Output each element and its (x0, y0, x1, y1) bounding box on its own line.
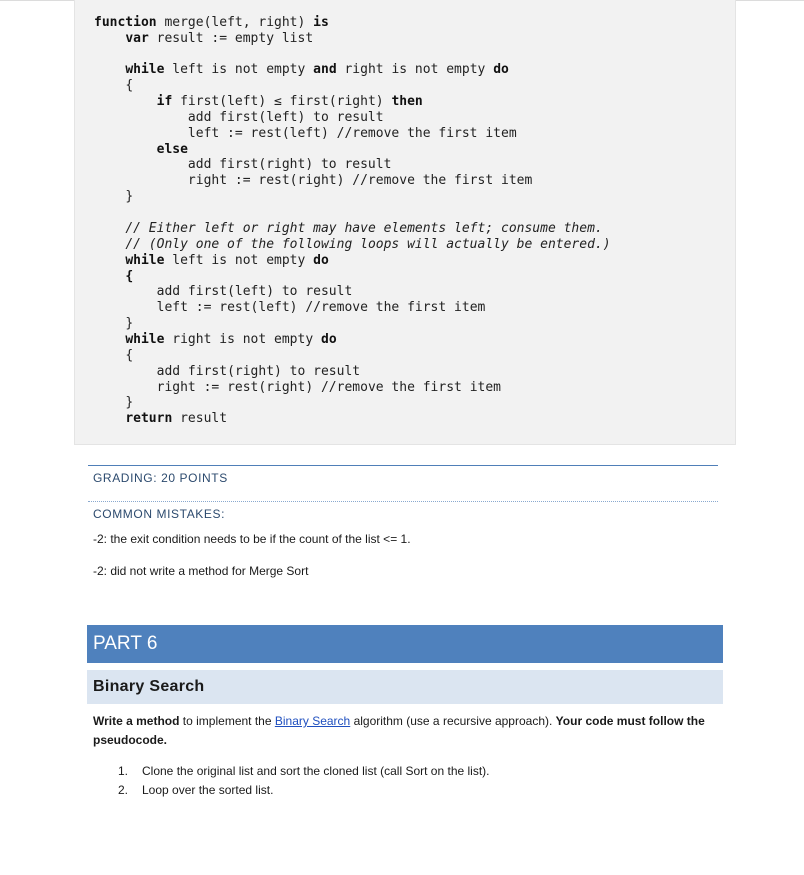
section-heading: Binary Search (87, 670, 723, 704)
instructions-text: to implement the (179, 714, 275, 728)
code-indent (94, 189, 125, 204)
code-indent (94, 31, 125, 46)
grading-heading: GRADING: 20 POINTS (93, 471, 228, 485)
code-comment: // Either left or right may have elements left; consume them. (125, 221, 603, 236)
code-line (94, 284, 352, 300)
code-indent (94, 348, 125, 363)
code-indent (94, 237, 125, 252)
code-line (94, 126, 517, 142)
code-indent (94, 284, 157, 299)
code-keyword: function (94, 15, 157, 30)
code-text: result (172, 411, 228, 426)
code-line (94, 110, 384, 126)
code-indent (94, 411, 125, 426)
code-indent (94, 142, 157, 157)
code-indent (94, 395, 125, 410)
code-text: add first(right) to result (156, 364, 361, 379)
code-text: left is not empty (164, 62, 314, 77)
code-indent (94, 126, 188, 141)
code-keyword: var (125, 31, 149, 46)
instructions-bold-end: Your code must follow the pseudocode. (93, 714, 705, 747)
code-line (94, 300, 485, 316)
code-keyword: do (313, 253, 329, 268)
code-text: right := rest(right) //remove the first item (187, 173, 533, 188)
code-text: } (125, 316, 134, 331)
code-line (94, 237, 611, 253)
code-keyword: while (125, 332, 165, 347)
code-line (94, 189, 133, 205)
code-indent (94, 269, 125, 284)
code-indent (94, 78, 125, 93)
code-text: left := rest(left) //remove the first item (156, 300, 486, 315)
code-indent (94, 62, 125, 77)
code-keyword: do (493, 62, 509, 77)
code-line (94, 364, 360, 380)
code-indent (94, 300, 157, 315)
code-text: add first(left) to result (187, 110, 384, 125)
list-item (118, 783, 273, 797)
code-line (94, 316, 133, 332)
code-keyword: return (125, 411, 173, 426)
code-indent (94, 110, 188, 125)
code-line (94, 78, 133, 94)
list-item (118, 764, 490, 778)
code-indent (94, 221, 125, 236)
code-line (94, 142, 188, 158)
code-keyword: do (321, 332, 337, 347)
code-text: right := rest(right) //remove the first item (156, 380, 501, 395)
code-text: add first(left) to result (156, 284, 353, 299)
code-text: first(left) ≤ first(right) (172, 94, 392, 109)
code-block (74, 0, 736, 445)
mistake-item: -2: did not write a method for Merge Sort (93, 564, 309, 578)
code-line (94, 269, 133, 285)
code-line (94, 173, 532, 189)
code-text: left := rest(left) //remove the first item (187, 126, 517, 141)
code-text: result := empty list (148, 31, 314, 46)
code-keyword: and (313, 62, 337, 77)
list-number: 2. (118, 783, 129, 797)
code-text: { (125, 78, 134, 93)
code-indent (94, 173, 188, 188)
code-keyword: { (125, 269, 134, 284)
code-text: right is not empty (336, 62, 494, 77)
code-text: add first(right) to result (187, 157, 392, 172)
instructions-bold-start: Write a method (93, 714, 180, 728)
code-keyword: while (125, 62, 165, 77)
mistakes-heading: COMMON MISTAKES: (93, 507, 226, 521)
code-keyword: else (156, 142, 188, 157)
code-line (94, 15, 329, 31)
code-indent (94, 316, 125, 331)
code-keyword: then (391, 94, 423, 109)
code-indent (94, 253, 125, 268)
code-text: merge(left, right) (156, 15, 314, 30)
code-text: right is not empty (164, 332, 321, 347)
code-line (94, 157, 391, 173)
code-line (94, 94, 423, 110)
code-line (94, 332, 337, 348)
code-line (94, 221, 603, 237)
list-text: Clone the original list and sort the cloned list (call Sort on the list). (142, 764, 490, 778)
code-keyword: if (156, 94, 173, 109)
list-text: Loop over the sorted list. (142, 783, 274, 797)
code-indent (94, 157, 188, 172)
list-number: 1. (118, 764, 129, 778)
code-keyword: while (125, 253, 165, 268)
code-line (94, 380, 501, 396)
code-text: } (125, 395, 134, 410)
code-indent (94, 380, 157, 395)
code-indent (94, 332, 125, 347)
grading-rule (88, 465, 718, 466)
code-keyword: is (313, 15, 329, 30)
instructions-paragraph (93, 712, 718, 750)
code-indent (94, 94, 157, 109)
code-line (94, 395, 133, 411)
code-line (94, 253, 329, 269)
code-comment: // (Only one of the following loops will actually be entered.) (125, 237, 611, 252)
code-indent (94, 364, 157, 379)
mistakes-rule (88, 501, 718, 502)
code-line (94, 348, 133, 364)
code-line (94, 411, 227, 427)
code-text: { (125, 348, 134, 363)
binary-search-link[interactable]: Binary Search (274, 714, 351, 728)
code-line (94, 62, 509, 78)
code-text: } (125, 189, 134, 204)
code-text: left is not empty (164, 253, 314, 268)
instructions-text: algorithm (use a recursive approach). (350, 714, 556, 728)
part-heading: PART 6 (87, 625, 723, 663)
mistake-item: -2: the exit condition needs to be if the count of the list <= 1. (93, 532, 411, 546)
code-line (94, 31, 313, 47)
